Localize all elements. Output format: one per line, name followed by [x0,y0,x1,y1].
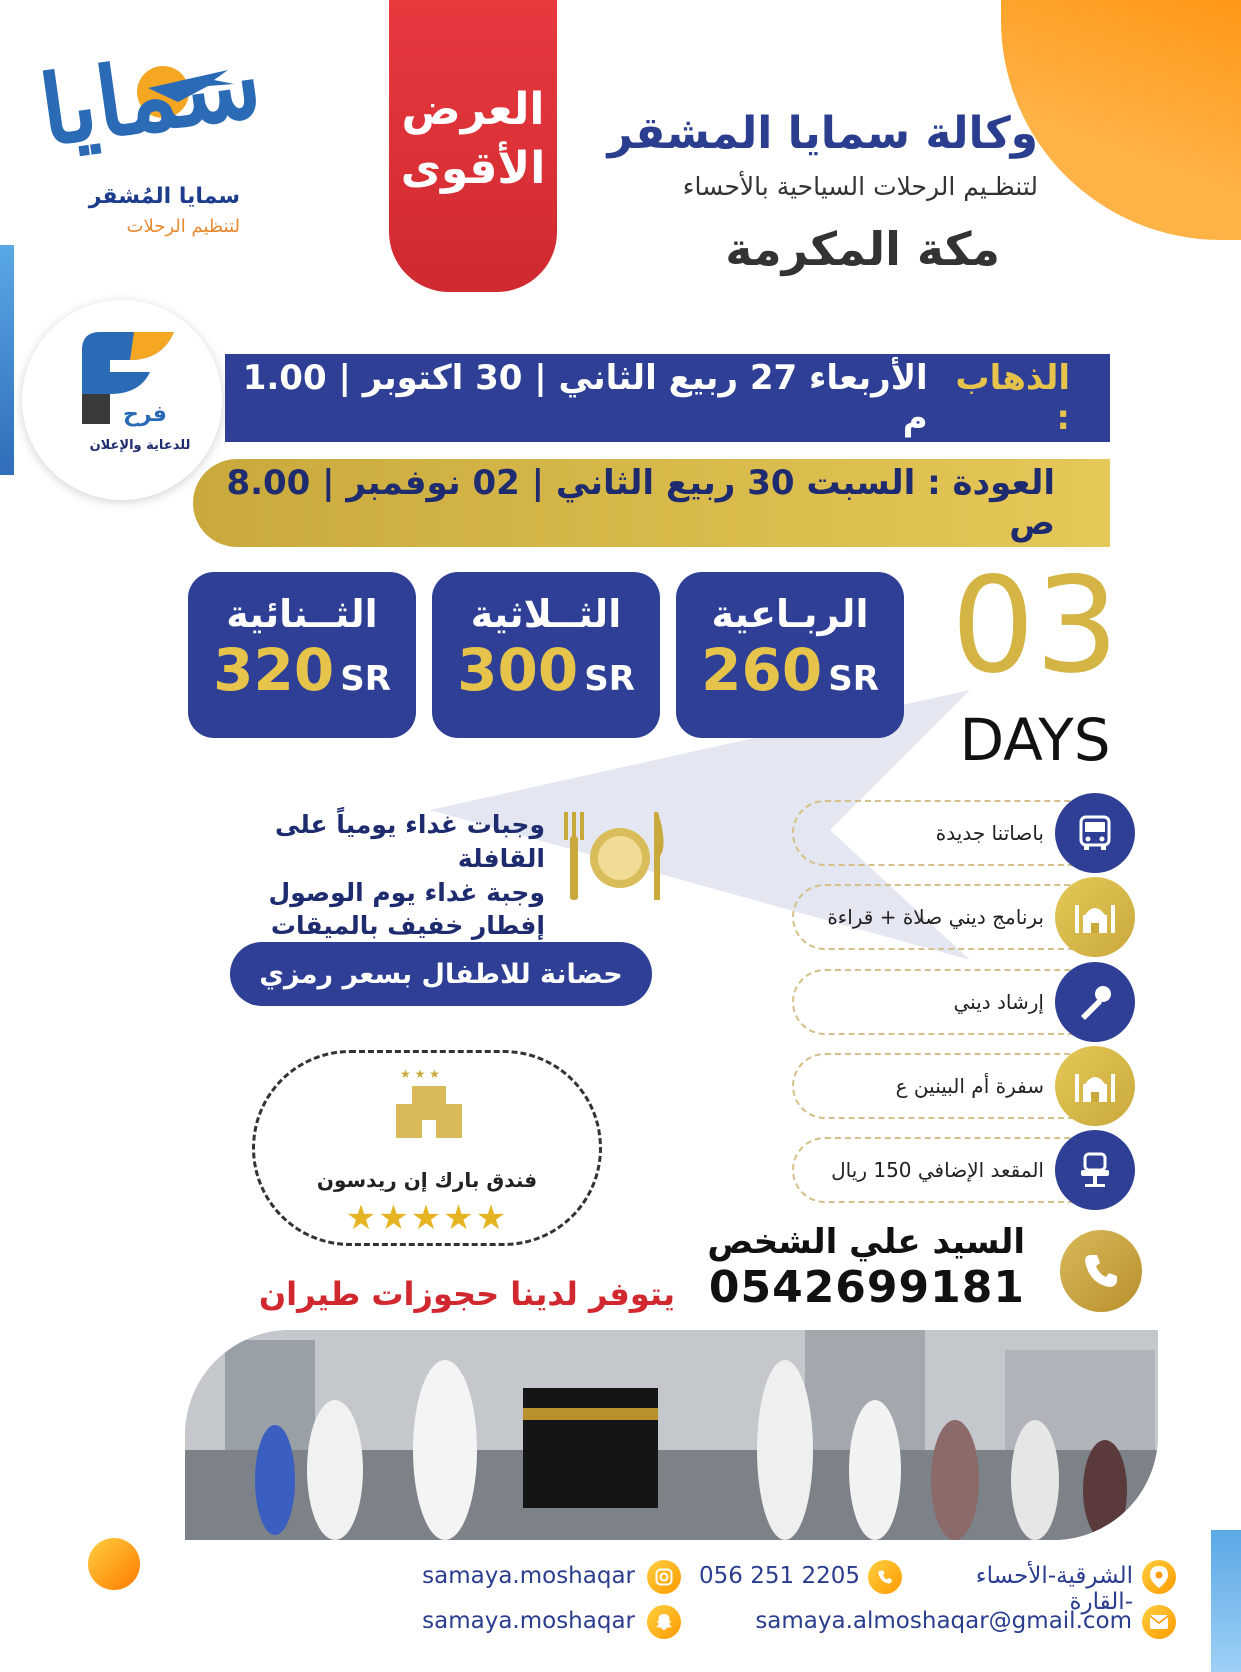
price-currency: SR [828,659,879,699]
logo-script: سمايا [33,25,268,169]
price-box-triple [432,572,660,738]
mosque-icon [1055,1046,1135,1126]
plate-cutlery-icon [560,806,670,906]
price-label: الثــنائية [226,592,378,636]
farah-subtitle: للدعاية والإعلان [89,438,191,453]
contact-name: السيد علي الشخص [707,1222,1025,1262]
departure-label: الذهاب : [955,358,1070,438]
meal-item: وجبة غداء يوم الوصول [268,877,545,907]
return-bar [193,459,1110,547]
agency-subtitle: لتنظـيم الرحلات السياحية بالأحساء [682,172,1038,201]
price-box-double [188,572,416,738]
kids-offer-pill: حضانة للاطفال بسعر رمزي [230,942,652,1006]
footer-snapchat[interactable]: samaya.moshaqar [422,1608,635,1634]
instagram-icon [647,1560,681,1594]
meal-item: إفطار خفيف بالميقات [270,911,545,941]
hotel-stars: ★★★★★ [345,1198,509,1238]
footer-location: الشرقية-الأحساء -القارة [975,1563,1133,1615]
kaaba-scene-image [185,1330,1158,1540]
orange-dot [88,1538,140,1590]
feature-extra-seat: المقعد الإضافي 150 ريال [792,1137,1072,1203]
return-text: العودة : السبت 30 ربيع الثاني | 02 نوفمبر | 8.00 ص [226,463,1055,543]
price-label: الثــلاثية [470,592,622,636]
price-currency: SR [340,659,391,699]
location-pin-icon [1142,1560,1176,1594]
footer-instagram[interactable]: samaya.moshaqar [422,1563,635,1589]
mosque-icon [1055,877,1135,957]
chair-icon [1055,1130,1135,1210]
logo-name: سمايا المُشقر [88,184,240,209]
phone-icon [868,1560,902,1594]
right-accent-bar [1211,1530,1241,1672]
price-number: 300 [457,636,579,704]
contact-phone[interactable]: 0542699181 [708,1262,1025,1313]
hotel-building-icon [392,1064,466,1142]
price-number: 320 [213,636,335,704]
snapchat-icon [647,1605,681,1639]
price-value [676,636,904,706]
badge-line-2: الأقوى [400,143,546,195]
price-currency: SR [584,659,635,699]
price-box-quad [676,572,904,738]
microphone-icon [1055,962,1135,1042]
pilgrims-photo [185,1330,1158,1540]
left-accent-bar [0,245,14,475]
duration-unit: DAYS [959,706,1111,774]
logo-subtitle: لتنظيم الرحلات [126,216,240,237]
departure-bar [225,354,1110,442]
price-label: الربـاعية [711,592,869,636]
phone-icon [1060,1230,1142,1312]
meal-item: وجبات غداء يومياً على القافلة [275,810,545,873]
feature-um-albaneen: سفرة أم البينين ع [792,1053,1072,1119]
agency-title: وكالة سمايا المشقر [607,108,1038,159]
feature-religious-program: برنامج ديني صلاة + قراءة [792,884,1072,950]
duration-number: 03 [951,549,1119,703]
price-value [188,636,416,706]
departure-text: الأربعاء 27 ربيع الثاني | 30 اكتوبر | 1.00 م [242,358,928,438]
hotel-name: فندق بارك إن ريدسون [316,1168,538,1192]
flights-note: يتوفر لدينا حجوزات طيران [258,1275,675,1313]
svg-text:★ ★ ★: ★ ★ ★ [400,1067,440,1081]
meals-list [180,808,545,943]
feature-new-buses: باصاتنا جديدة [792,800,1072,866]
bus-icon [1055,793,1135,873]
footer-email[interactable]: samaya.almoshaqar@gmail.com [755,1608,1132,1634]
badge-line-1: العرض [401,84,545,135]
email-icon [1142,1605,1176,1639]
feature-religious-guidance: إرشاد ديني [792,969,1072,1035]
price-number: 260 [701,636,823,704]
strongest-offer-badge [389,0,557,292]
price-value [432,636,660,706]
destination-title: مكة المكرمة [725,222,1000,276]
farah-name: فرح [123,402,167,427]
footer-phone[interactable]: 056 251 2205 [699,1563,860,1589]
